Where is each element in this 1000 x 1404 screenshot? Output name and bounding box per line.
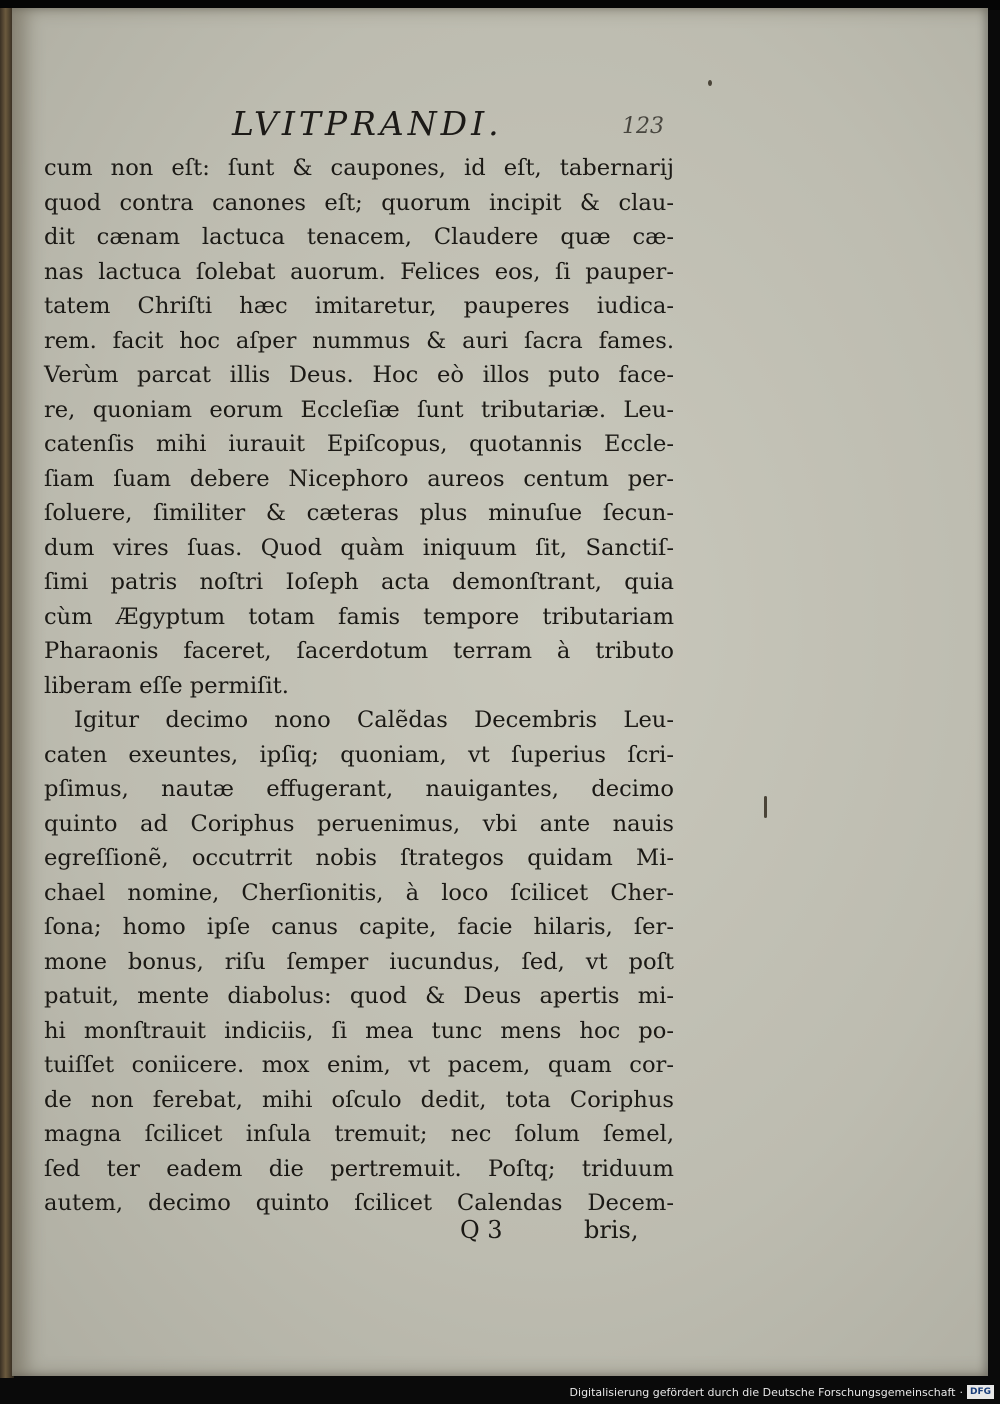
attribution-text: Digitalisierung gefördert durch die Deutsche Forschungsgemeinschaft	[569, 1385, 956, 1399]
text-line: de non ferebat, mihi oſculo dedit, tota Coriphus	[44, 1086, 674, 1113]
text-line: magna ſcilicet inſula tremuit; nec ſolum ſemel,	[44, 1121, 674, 1147]
attribution-bar	[570, 1382, 994, 1402]
text-line: mone bonus, riſu ſemper iucundus, ſed, vt poſt	[44, 948, 674, 975]
text-line: Pharaonis faceret, ſacerdotum terram à tributo	[44, 638, 674, 664]
text-line: caten exeuntes, ipſiq; quoniam, vt ſuperius ſcri-	[44, 741, 674, 768]
text-line: chael nomine, Cherſionitis, à loco ſcilicet Cher-	[44, 879, 674, 906]
text-line: tatem Chriſti hæc imitaretur, pauperes iudica-	[44, 293, 674, 319]
text-line: autem, decimo quinto ſcilicet Calendas Decem-	[44, 1190, 674, 1216]
text-line: Igitur decimo nono Calẽdas Decembris Leu-	[74, 707, 674, 733]
text-line: dum vires ſuas. Quod quàm iniquum ſit, Sanctiſ-	[44, 534, 674, 561]
text-line: rem. facit hoc aſper nummus & auri ſacra fames.	[44, 327, 674, 354]
text-line: nas lactuca ſolebat auorum. Felices eos, ſi pauper-	[44, 258, 674, 285]
text-line: cùm Ægyptum totam famis tempore tributariam	[44, 603, 674, 630]
text-line: pſimus, nautæ effugerant, nauigantes, decimo	[44, 776, 674, 802]
text-line: dit cænam lactuca tenacem, Claudere quæ cæ-	[44, 224, 674, 250]
text-line: patuit, mente diabolus: quod & Deus apertis mi-	[44, 983, 674, 1009]
page-foot	[12, 1216, 988, 1256]
text-line: ſoluere, ſimiliter & cæteras plus minuſue ſecun-	[44, 500, 674, 526]
running-title: LVITPRANDI.	[232, 104, 503, 143]
folio-number: 123	[622, 114, 664, 139]
text-line: hi monſtrauit indiciis, ſi mea tunc mens hoc po-	[44, 1017, 674, 1044]
text-line: quod contra canones eſt; quorum incipit & clau-	[44, 189, 674, 216]
text-line: quinto ad Coriphus peruenimus, vbi ante nauis	[44, 810, 674, 837]
attribution-separator: ·	[959, 1385, 963, 1399]
text-line: cum non eſt: ſunt & caupones, id eſt, tabernarij	[44, 155, 674, 181]
text-line: liberam eſſe permiſit.	[44, 672, 289, 699]
text-line: ſimi patris noſtri Ioſeph acta demonſtrant, quia	[44, 569, 674, 595]
paper-speck	[764, 796, 767, 818]
text-line: catenſis mihi iurauit Epiſcopus, quotannis Eccle-	[44, 431, 674, 457]
paper-speck	[708, 80, 712, 86]
book-page	[12, 8, 988, 1376]
catchword: bris,	[584, 1216, 639, 1244]
page-header	[12, 104, 988, 148]
text-line: ſed ter eadem die pertremuit. Poſtq; triduum	[44, 1155, 674, 1182]
text-line: ſona; homo ipſe canus capite, facie hilaris, ſer-	[44, 914, 674, 940]
signature-mark: Q 3	[460, 1216, 503, 1244]
text-line: tuiſſet coniicere. mox enim, vt pacem, quam cor-	[44, 1052, 674, 1078]
body-text	[44, 151, 674, 1221]
dfg-logo-icon: DFG	[967, 1385, 994, 1399]
text-line: Verùm parcat illis Deus. Hoc eò illos puto face-	[44, 362, 674, 388]
text-line: re, quoniam eorum Eccleſiæ ſunt tributariæ. Leu-	[44, 396, 674, 423]
text-line: ſiam ſuam debere Nicephoro aureos centum per-	[44, 465, 674, 492]
text-line: egreſſionẽ, occutrrit nobis ſtrategos quidam Mi-	[44, 845, 674, 871]
